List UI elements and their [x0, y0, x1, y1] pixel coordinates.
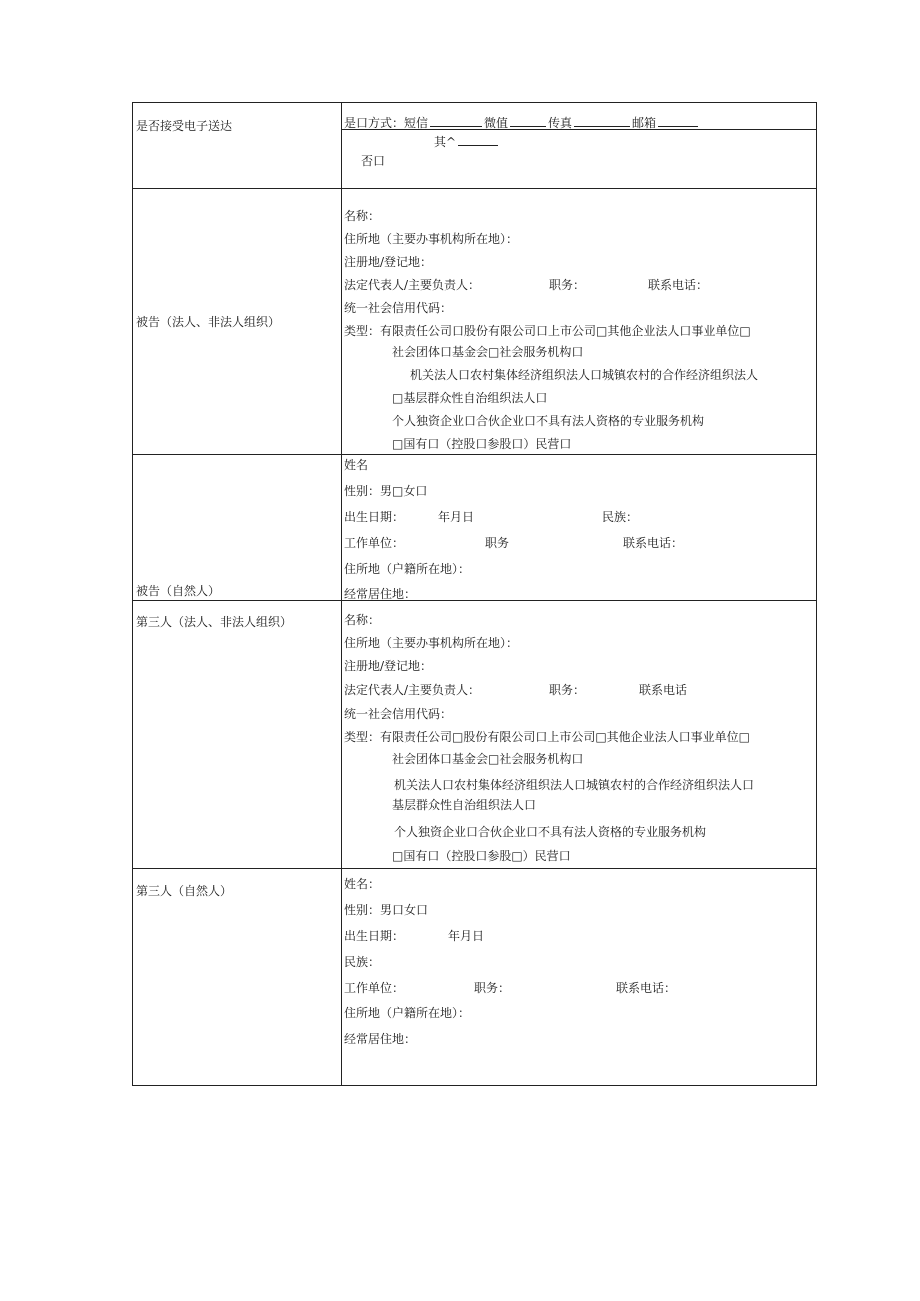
defendant-person-label: 被告（自然人） — [136, 584, 221, 598]
defendant-person-employer: 工作单位： — [344, 536, 405, 550]
defendant-person-name: 姓名 — [344, 458, 369, 472]
defendant-org-type-line: 机关法人口农村集体经济组织法人口城镇农村的合作经济组织法人 — [410, 368, 759, 382]
electronic-service-yes-line — [344, 115, 700, 130]
third-party-person-label: 第三人（自然人） — [136, 884, 233, 898]
third-party-person-phone: 联系电话： — [616, 981, 677, 995]
defendant-org-registration: 注册地/登记地： — [344, 255, 433, 269]
defendant-org-type-line: □国有口（控股口参股口）民营口 — [392, 437, 572, 451]
defendant-org-type-line: 社会团体口基金会□社会服务机构口 — [392, 345, 584, 359]
electronic-service-no[interactable]: 否口 — [361, 154, 386, 168]
defendant-org-legal-rep: 法定代表人/主要负责人： — [344, 278, 481, 292]
third-party-org-type-line: 机关法人口农村集体经济组织法人口城镇农村的合作经济组织法人口 — [394, 778, 755, 792]
third-party-person-name: 姓名： — [344, 877, 381, 891]
defendant-person-position: 职务 — [485, 536, 510, 550]
yes-method-label: 是口方式：短信 — [344, 116, 429, 130]
third-party-org-type-line: 社会团体口基金会□社会服务机构口 — [392, 752, 584, 766]
defendant-org-phone: 联系电话： — [648, 278, 709, 292]
third-party-org-legal-rep: 法定代表人/主要负责人： — [344, 683, 481, 697]
row-divider — [133, 188, 816, 189]
third-party-org-position: 职务： — [549, 683, 586, 697]
defendant-person-gender: 性别：男□女口 — [344, 484, 428, 498]
defendant-person-domicile: 住所地（户籍所在地）： — [344, 562, 471, 576]
electronic-service-other — [434, 134, 500, 149]
third-party-person-position: 职务： — [474, 981, 511, 995]
defendant-person-ethnicity: 民族： — [602, 510, 639, 524]
email-label: 邮箱 — [632, 116, 657, 130]
defendant-person-residence: 经常居住地： — [344, 587, 417, 601]
third-party-person-domicile: 住所地（户籍所在地）： — [344, 1006, 471, 1020]
third-party-person-ethnicity: 民族： — [344, 955, 381, 969]
email-field[interactable] — [658, 115, 698, 127]
third-party-org-type-line: 个人独资企业口合伙企业口不具有法人资格的专业服务机构 — [394, 825, 707, 839]
third-party-org-label: 第三人（法人、非法人组织） — [136, 615, 293, 629]
third-party-org-domicile: 住所地（主要办事机构所在地）： — [344, 636, 519, 650]
third-party-org-name: 名称： — [344, 613, 381, 627]
defendant-person-birth: 出生日期： — [344, 510, 405, 524]
third-party-org-type-line: 类型：有限责任公司□股份有限公司口上市公司□其他企业法人口事业单位□ — [344, 730, 751, 744]
third-party-org-registration: 注册地/登记地： — [344, 659, 433, 673]
row-divider — [133, 868, 816, 869]
defendant-org-domicile: 住所地（主要办事机构所在地）： — [344, 232, 519, 246]
third-party-org-credit-code: 统一社会信用代码： — [344, 707, 453, 721]
third-party-person-employer: 工作单位： — [344, 981, 405, 995]
litigation-party-form — [132, 102, 817, 1086]
sms-field[interactable] — [430, 115, 482, 127]
third-party-org-type-line: 基层群众性自治组织法人口 — [392, 798, 537, 812]
defendant-org-type-line: 个人独资企业口合伙企业口不具有法人资格的专业服务机构 — [392, 414, 705, 428]
defendant-org-type-line: □基层群众性自治组织法人口 — [392, 391, 548, 405]
fax-field[interactable] — [574, 115, 630, 127]
row-divider — [133, 600, 816, 601]
third-party-person-residence: 经常居住地： — [344, 1032, 417, 1046]
defendant-org-credit-code: 统一社会信用代码： — [344, 301, 453, 315]
third-party-person-birth-ymd: 年月日 — [448, 929, 485, 943]
defendant-person-phone: 联系电话： — [623, 536, 684, 550]
defendant-org-label: 被告（法人、非法人组织） — [136, 315, 281, 329]
defendant-org-name: 名称： — [344, 209, 381, 223]
other-label: 其^ — [434, 135, 457, 149]
third-party-person-gender: 性别：男口女口 — [344, 903, 429, 917]
other-field[interactable] — [458, 134, 498, 146]
third-party-org-phone: 联系电话 — [639, 683, 688, 697]
row-divider — [133, 454, 816, 455]
column-divider — [341, 103, 342, 1085]
third-party-person-birth: 出生日期： — [344, 929, 405, 943]
wechat-field[interactable] — [510, 115, 546, 127]
wechat-label: 微值 — [484, 116, 509, 130]
fax-label: 传真 — [548, 116, 573, 130]
third-party-org-type-line: □国有口（控股口参股□）民营口 — [392, 849, 571, 863]
defendant-person-birth-ymd: 年月日 — [438, 510, 475, 524]
electronic-service-label: 是否接受电子送达 — [136, 119, 233, 133]
defendant-org-position: 职务： — [549, 278, 586, 292]
defendant-org-type-line: 类型：有限责任公司口股份有限公司口上市公司□其他企业法人口事业单位□ — [344, 324, 751, 338]
